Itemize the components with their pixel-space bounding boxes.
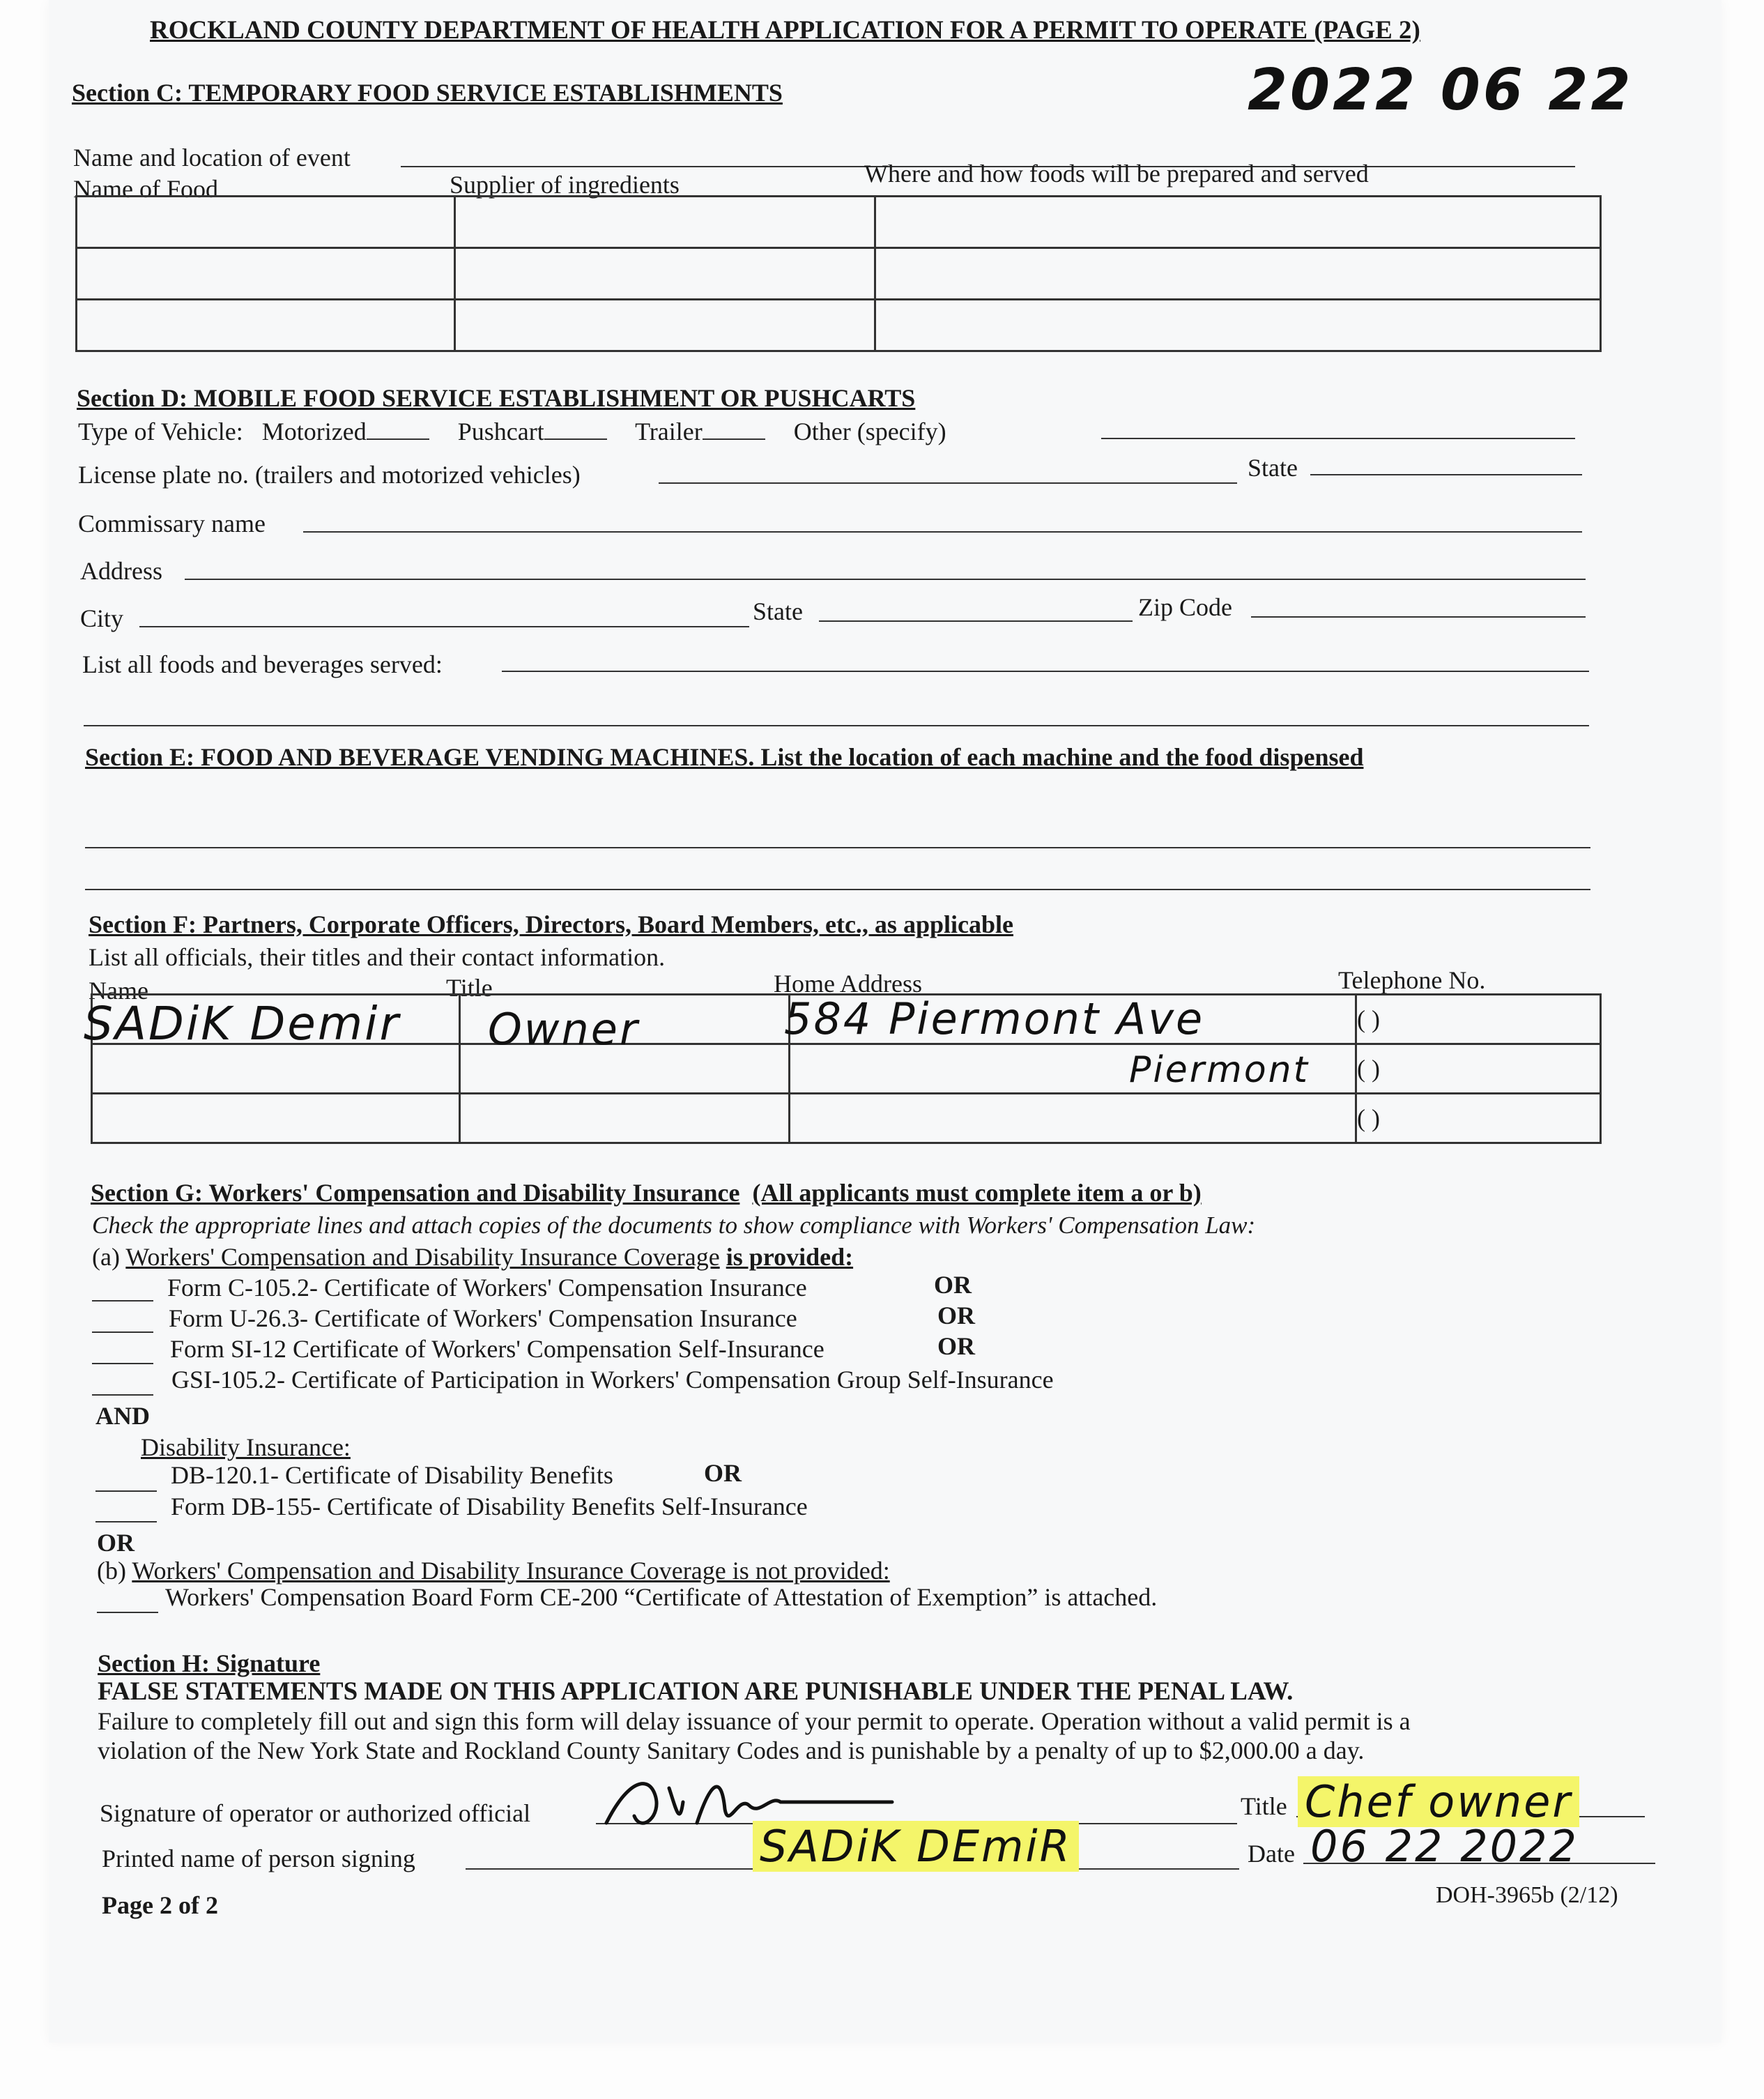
coverage-a-row	[92, 1242, 853, 1272]
section-g-heading: Section G: Workers' Compensation and Disability Insurance	[91, 1179, 740, 1207]
table-cell[interactable]	[77, 197, 455, 248]
official-phone-cell[interactable]: ( )	[1356, 995, 1601, 1044]
form-db155-label: Form DB-155- Certificate of Disability Benefits Self-Insurance	[171, 1493, 808, 1520]
handwritten-printed-name: SADiK DEmiR	[753, 1821, 1079, 1872]
section-c-heading: Section C: TEMPORARY FOOD SERVICE ESTABLISHMENTS	[72, 79, 783, 107]
section-e-heading: Section E: FOOD AND BEVERAGE VENDING MACHINES. List the location of each machine and the food dispensed	[85, 743, 1364, 771]
section-d-heading: Section D: MOBILE FOOD SERVICE ESTABLISHMENT OR PUSHCARTS	[77, 384, 916, 412]
form-u263-checkline[interactable]	[92, 1331, 153, 1333]
coverage-b-label: Workers' Compensation and Disability Insurance Coverage is not provided:	[132, 1557, 890, 1585]
license-label: License plate no. (trailers and motorized vehicles)	[78, 461, 581, 489]
table-cell[interactable]	[77, 300, 455, 351]
form-ce200-checkline[interactable]	[97, 1612, 158, 1613]
coverage-b-prefix: (b)	[97, 1557, 126, 1585]
notice-line-2: violation of the New York State and Rockland County Sanitary Codes and is punishable by a penalty of up to $2,000.00 a day.	[98, 1737, 1365, 1764]
form-c105-label: Form C-105.2- Certificate of Workers' Compensation Insurance	[167, 1274, 807, 1302]
section-c-table	[75, 195, 1602, 352]
other-input-line[interactable]	[1101, 438, 1575, 439]
form-si12-checkline[interactable]	[92, 1363, 153, 1364]
vehicle-type-row	[78, 417, 946, 446]
table-cell[interactable]	[77, 248, 455, 300]
motorized-blank[interactable]	[367, 438, 429, 440]
col-name-of-food: Name of Food	[73, 175, 218, 203]
form-number: DOH-3965b (2/12)	[1436, 1882, 1618, 1908]
handwritten-official-name: SADiK Demir	[84, 997, 401, 1051]
license-input-line[interactable]	[659, 482, 1237, 484]
official-phone-cell[interactable]: ( )	[1356, 1094, 1601, 1143]
table-cell[interactable]	[455, 300, 875, 351]
official-address-cell[interactable]	[790, 1094, 1356, 1143]
city-state-input-line[interactable]	[819, 620, 1133, 622]
section-g-note: (All applicants must complete item a or b)	[752, 1179, 1202, 1207]
trailer-blank[interactable]	[703, 438, 765, 440]
official-name-cell[interactable]	[92, 1094, 460, 1143]
coverage-a-label: Workers' Compensation and Disability Insurance Coverage	[125, 1243, 720, 1271]
section-g-instruction: Check the appropriate lines and attach copies of the documents to show compliance with Workers' Compensation Law:	[92, 1212, 1256, 1239]
form-ce200-label: Workers' Compensation Board Form CE-200 “Certificate of Attestation of Exemption” is attached.	[165, 1583, 1158, 1611]
col-telephone: Telephone No.	[1338, 966, 1486, 994]
vending-input-line-1[interactable]	[85, 847, 1590, 848]
title-label: Title	[1241, 1792, 1287, 1820]
form-c105-checkline[interactable]	[92, 1300, 153, 1302]
handwritten-address-line1: 584 Piermont Ave	[784, 993, 1205, 1044]
city-input-line[interactable]	[139, 626, 749, 627]
form-gsi105-label: GSI-105.2- Certificate of Participation in Workers' Compensation Group Self-Insurance	[171, 1366, 1054, 1394]
section-g-heading-row	[91, 1178, 1202, 1207]
city-state-label: State	[753, 597, 803, 625]
form-db120-or: OR	[704, 1459, 742, 1487]
col-title: Title	[446, 974, 493, 1002]
license-state-input-line[interactable]	[1310, 474, 1582, 475]
table-cell[interactable]	[455, 248, 875, 300]
table-cell[interactable]	[875, 197, 1601, 248]
official-name-cell[interactable]	[92, 1044, 460, 1094]
table-cell[interactable]	[455, 197, 875, 248]
commissary-label: Commissary name	[78, 510, 266, 537]
form-u263-or: OR	[937, 1302, 975, 1329]
vehicle-type-label: Type of Vehicle:	[78, 418, 243, 445]
or-label: OR	[97, 1529, 135, 1557]
event-label: Name and location of event	[73, 144, 351, 171]
zip-label: Zip Code	[1138, 593, 1232, 621]
official-phone-cell[interactable]: ( )	[1356, 1044, 1601, 1094]
trailer-label: Trailer	[635, 418, 703, 445]
license-state-label: State	[1248, 454, 1298, 482]
page-number: Page 2 of 2	[102, 1891, 218, 1919]
zip-input-line[interactable]	[1251, 616, 1586, 618]
form-si12-or: OR	[937, 1332, 975, 1360]
address-input-line[interactable]	[185, 579, 1586, 580]
vending-input-line-2[interactable]	[85, 889, 1590, 890]
other-label: Other (specify)	[793, 418, 946, 445]
coverage-b-row	[97, 1556, 890, 1585]
form-db120-label: DB-120.1- Certificate of Disability Benefits	[171, 1461, 613, 1489]
handwritten-title: Chef owner	[1298, 1776, 1579, 1827]
col-supplier: Supplier of ingredients	[450, 171, 680, 199]
motorized-label: Motorized	[261, 418, 367, 445]
foods-label: List all foods and beverages served:	[82, 650, 443, 678]
date-label: Date	[1248, 1840, 1295, 1868]
form-gsi105-checkline[interactable]	[92, 1394, 153, 1396]
signature-label: Signature of operator or authorized official	[100, 1799, 531, 1827]
handwritten-official-title: Owner	[488, 1004, 640, 1055]
col-where-how: Where and how foods will be prepared and served	[864, 160, 1369, 188]
form-db120-checkline[interactable]	[95, 1490, 157, 1492]
col-home-address: Home Address	[774, 970, 922, 998]
form-db155-checkline[interactable]	[95, 1521, 157, 1522]
form-title: ROCKLAND COUNTY DEPARTMENT OF HEALTH APPLICATION FOR A PERMIT TO OPERATE (PAGE 2)	[150, 16, 1420, 45]
handwritten-date: 2022 06 22	[1248, 57, 1634, 123]
col-name: Name	[89, 977, 148, 1005]
form-si12-label: Form SI-12 Certificate of Workers' Compensation Self-Insurance	[170, 1335, 825, 1363]
handwritten-date-signed: 06 22 2022	[1310, 1821, 1579, 1872]
pushcart-label: Pushcart	[457, 418, 544, 445]
pushcart-blank[interactable]	[544, 438, 607, 440]
foods-input-line-2[interactable]	[84, 725, 1589, 726]
and-label: AND	[95, 1402, 150, 1430]
city-label: City	[80, 604, 124, 632]
official-title-cell[interactable]	[460, 1094, 790, 1143]
commissary-input-line[interactable]	[303, 531, 1582, 533]
disability-label: Disability Insurance:	[141, 1433, 351, 1461]
notice-line-1: Failure to completely fill out and sign this form will delay issuance of your permit to operate. Operation without a valid permit is a	[98, 1707, 1411, 1735]
form-c105-or: OR	[934, 1271, 972, 1299]
section-h-heading: Section H: Signature	[98, 1649, 321, 1677]
printed-name-label: Printed name of person signing	[102, 1845, 415, 1872]
coverage-a-prefix: (a)	[92, 1243, 120, 1271]
penalty-warning: FALSE STATEMENTS MADE ON THIS APPLICATION ARE PUNISHABLE UNDER THE PENAL LAW.	[98, 1677, 1294, 1706]
section-f-instruction: List all officials, their titles and their contact information.	[89, 943, 666, 971]
table-cell[interactable]	[875, 300, 1601, 351]
table-cell[interactable]	[875, 248, 1601, 300]
form-u263-label: Form U-26.3- Certificate of Workers' Compensation Insurance	[169, 1304, 797, 1332]
foods-input-line-1[interactable]	[502, 671, 1589, 672]
handwritten-address-line2: Piermont	[1129, 1049, 1310, 1091]
coverage-a-suffix: is provided:	[726, 1243, 854, 1271]
section-f-heading: Section F: Partners, Corporate Officers, Directors, Board Members, etc., as applicable	[89, 910, 1013, 938]
address-label: Address	[80, 557, 162, 585]
